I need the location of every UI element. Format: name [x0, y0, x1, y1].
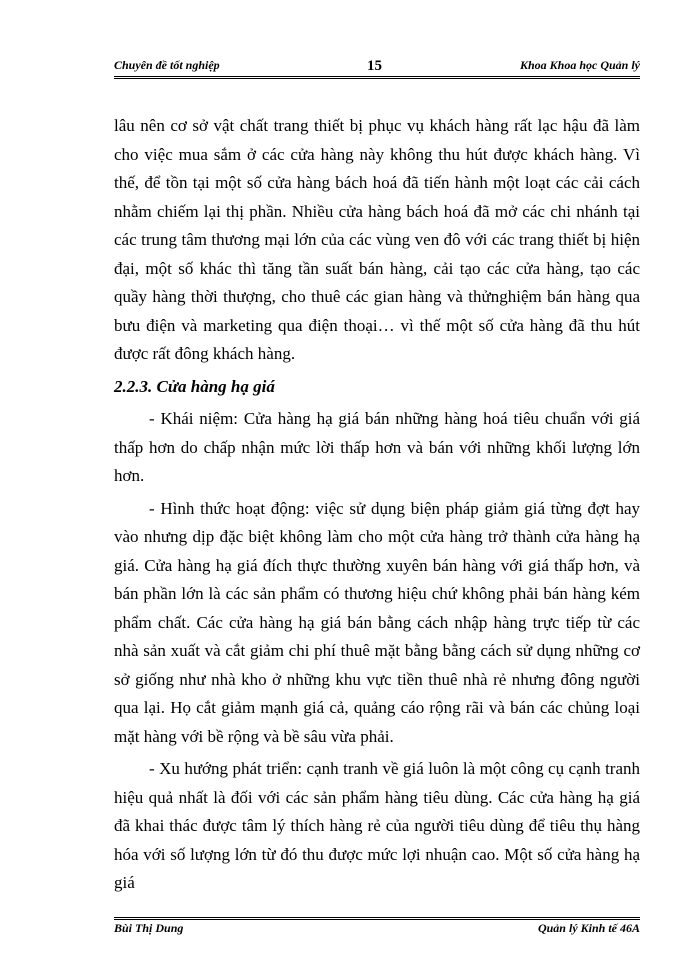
footer-author: Bùi Thị Dung [114, 921, 184, 935]
page-header [114, 58, 640, 78]
footer-divider [114, 917, 640, 920]
paragraph-trend: - Xu hướng phát triển: cạnh tranh về giá luôn là một công cụ cạnh tranh hiệu quả nhất là đối với các sản phẩm hàng tiêu dùng. Các cửa hàng hạ giá đã khai thác được tâm lý thích hàng rẻ của người tiêu dùng để tiêu thụ hàng hóa với số lượng lớn từ đó thu được mức lợi nhuận cao. Một số cửa hàng hạ giá [114, 759, 640, 892]
paragraph-operation: - Hình thức hoạt động: việc sử dụng biện pháp giảm giá từng đợt hay vào nhưng dịp đặc biệt không làm cho một cửa hàng trở thành cửa hàng hạ giá. Cửa hàng hạ giá đích thực thường xuyên bán hàng với giá thấp hơn, và bán phần lớn là các sản phẩm có thương hiệu chứ không phải bán hàng kém phẩm chất. Các cửa hàng hạ giá bán bằng cách nhập hàng trực tiếp từ các nhà sản xuất và cắt giảm chi phí thuê mặt bằng bằng cách sử dụng những cơ sở giống như nhà kho ở những khu vực tiền thuê nhà rẻ nhưng đông người qua lại. Họ cắt giảm mạnh giá cả, quảng cáo rộng rãi và bán các chủng loại mặt hàng với bề rộng và bề sâu vừa phải. [114, 498, 640, 746]
header-divider [114, 76, 640, 79]
header-faculty-label: Khoa Khoa học Quản lý [519, 58, 640, 72]
page-number: 15 [367, 58, 382, 74]
paragraph-concept: - Khái niệm: Cửa hàng hạ giá bán những hàng hoá tiêu chuẩn với giá thấp hơn do chấp nhận mức lời thấp hơn và bán với những khối lượng lớn hơn. [114, 409, 640, 485]
header-thesis-label: Chuyên đề tốt nghiệp [114, 58, 220, 72]
page-footer [114, 921, 640, 941]
footer-class: Quản lý Kinh tế 46A [537, 921, 640, 935]
document-body [114, 112, 640, 898]
section-heading: 2.2.3. Cửa hàng hạ giá [114, 376, 275, 396]
paragraph-intro: lâu nên cơ sở vật chất trang thiết bị phục vụ khách hàng rất lạc hậu đã làm cho việc mua sắm ở các cửa hàng này không thu hút được khách hàng. Vì thế, để tồn tại một số cửa hàng bách hoá đã tiến hành một loạt các cải cách nhằm chiếm lại thị phần. Nhiều cửa hàng bách hoá đã mở các chi nhánh tại các trung tâm thương mại lớn của các vùng ven đô với các trang thiết bị hiện đại, một số khác thì tăng tần suất bán hàng, cải tạo các cửa hàng, tạo các quầy hàng thời thượng, cho thuê các gian hàng và thửnghiệm bán hàng qua bưu điện và marketing qua điện thoại… vì thế một số cửa hàng đã thu hút được rất đông khách hàng. [114, 116, 640, 363]
